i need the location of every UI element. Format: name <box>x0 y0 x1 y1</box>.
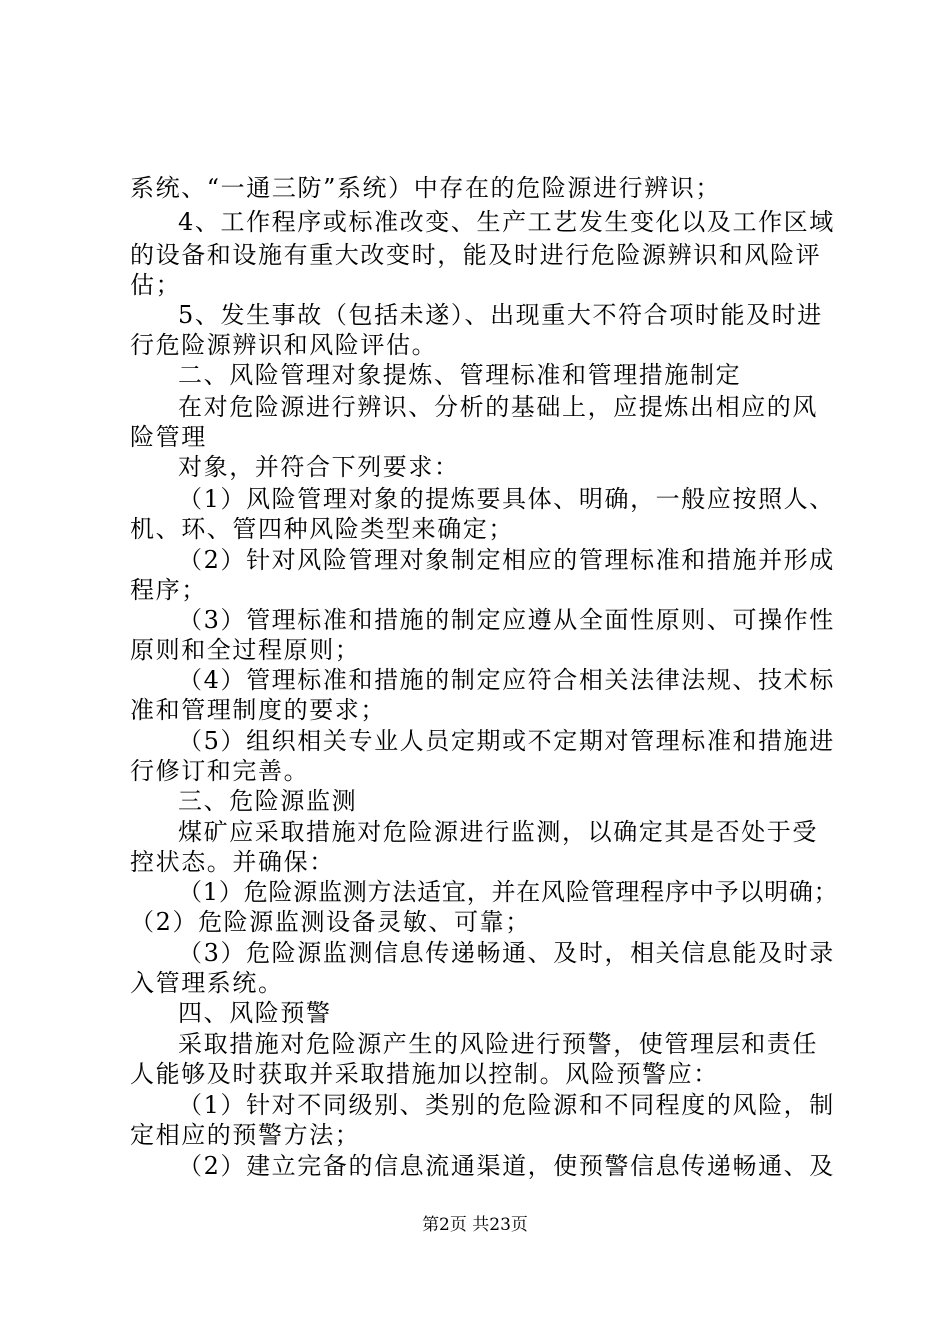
section-heading: 二、风险管理对象提炼、管理标准和管理措施制定 <box>178 361 742 389</box>
text-line: （1）风险管理对象的提炼要具体、明确，一般应按照人、 <box>178 485 835 513</box>
text-line: （1）针对不同级别、类别的危险源和不同程度的风险，制 <box>178 1091 835 1119</box>
text-line: 系统、“一通三防”系统）中存在的危险源进行辨识； <box>130 174 721 202</box>
text-line: 原则和全过程原则； <box>130 636 361 664</box>
text-line: （3）管理标准和措施的制定应遵从全面性原则、可操作性 <box>178 606 835 634</box>
text-line: 人能够及时获取并采取措施加以控制。风险预警应： <box>130 1060 719 1088</box>
text-line: （3）危险源监测信息传递畅通、及时，相关信息能及时录 <box>178 939 835 967</box>
text-line: 准和管理制度的要求； <box>130 696 386 724</box>
text-line: （5）组织相关专业人员定期或不定期对管理标准和措施进 <box>178 727 835 755</box>
text-line: 对象，并符合下列要求： <box>178 453 460 481</box>
text-line: 定相应的预警方法； <box>130 1121 361 1149</box>
text-line: 程序； <box>130 576 207 604</box>
page-number-footer: 第2页 共23页 <box>422 1215 528 1235</box>
text-line: （2）建立完备的信息流通渠道，使预警信息传递畅通、及 <box>178 1152 835 1180</box>
text-line: 在对危险源进行辨识、分析的基础上，应提炼出相应的风 <box>178 393 818 421</box>
text-line: 的设备和设施有重大改变时，能及时进行危险源辨识和风险评 <box>130 241 822 269</box>
text-line: 煤矿应采取措施对危险源进行监测，以确定其是否处于受 <box>178 818 818 846</box>
text-line: 控状态。并确保： <box>130 848 335 876</box>
section-heading: 三、危险源监测 <box>178 787 358 815</box>
text-line: （4）管理标准和措施的制定应符合相关法律法规、技术标 <box>178 666 835 694</box>
text-line: 险管理 <box>130 423 207 451</box>
text-line: （2）危险源监测设备灵敏、可靠； <box>130 908 531 936</box>
text-line: 机、环、管四种风险类型来确定； <box>130 515 514 543</box>
text-line: （2）针对风险管理对象制定相应的管理标准和措施并形成 <box>178 546 835 574</box>
text-line: 入管理系统。 <box>130 969 284 997</box>
text-line: （1）危险源监测方法适宜，并在风险管理程序中予以明确； <box>178 878 839 906</box>
text-line: 采取措施对危险源产生的风险进行预警，使管理层和责任 <box>178 1030 818 1058</box>
text-line: 4、工作程序或标准改变、生产工艺发生变化以及工作区域 <box>178 208 835 236</box>
text-line: 行修订和完善。 <box>130 757 310 785</box>
text-line: 行危险源辨识和风险评估。 <box>130 331 438 359</box>
text-line: 估； <box>130 271 182 299</box>
text-line: 5、发生事故（包括未遂）、出现重大不符合项时能及时进 <box>178 301 823 329</box>
section-heading: 四、风险预警 <box>178 999 332 1027</box>
